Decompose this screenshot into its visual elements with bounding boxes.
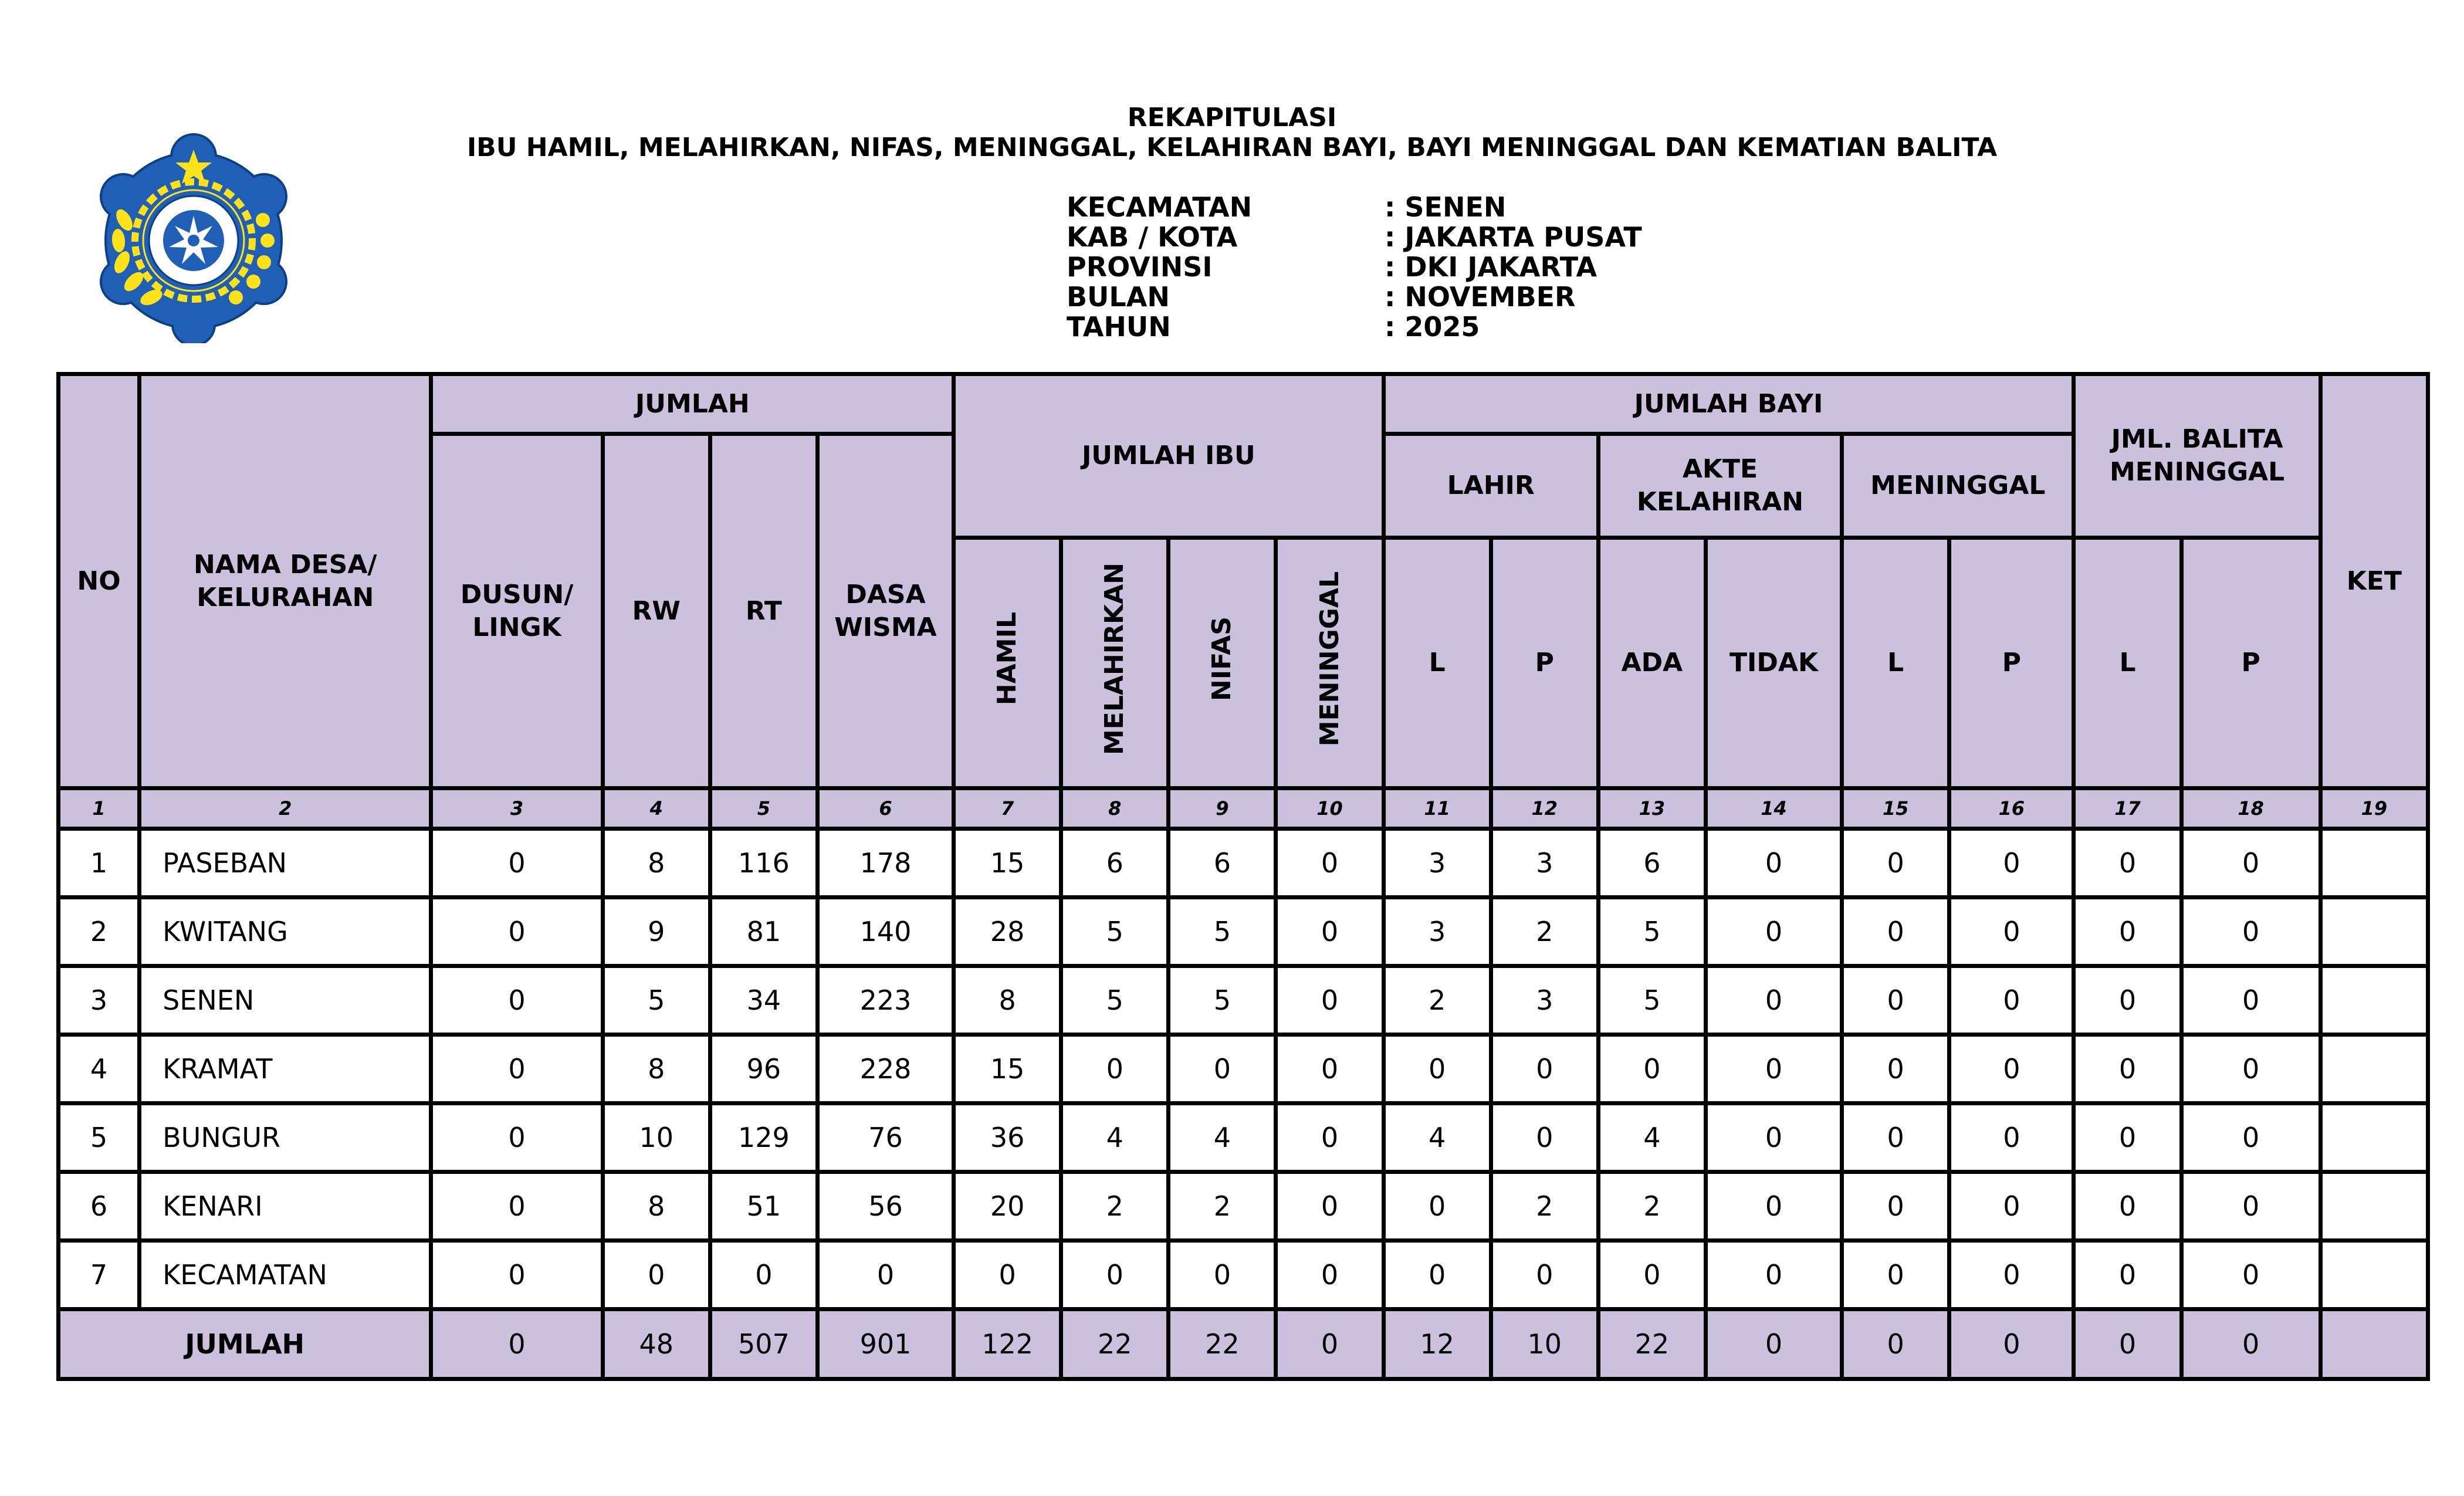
row-value-cell: 0 xyxy=(2074,1241,2181,1309)
row-value-cell: 0 xyxy=(1705,829,1842,898)
row-value-cell: 0 xyxy=(2181,1035,2320,1104)
column-number: 19 xyxy=(2320,788,2428,829)
row-value-cell: 0 xyxy=(1383,1035,1491,1104)
row-value-cell: 0 xyxy=(954,1241,1061,1309)
row-value-cell: 0 xyxy=(1705,898,1842,966)
row-value-cell: 36 xyxy=(954,1104,1061,1172)
total-value-cell: 0 xyxy=(1949,1309,2074,1379)
row-value-cell: 0 xyxy=(1491,1035,1598,1104)
row-value-cell: 0 xyxy=(1598,1241,1705,1309)
header-akte-kelahiran: AKTE KELAHIRAN xyxy=(1598,434,1842,538)
row-value-cell: 0 xyxy=(1276,829,1383,898)
row-value-cell: 2 xyxy=(1169,1172,1276,1241)
row-village-name: KWITANG xyxy=(140,898,431,966)
row-value-cell: 140 xyxy=(817,898,953,966)
row-number: 2 xyxy=(59,898,140,966)
row-value-cell: 0 xyxy=(2074,1104,2181,1172)
row-value-cell: 0 xyxy=(1949,898,2074,966)
meta-label-bulan: BULAN xyxy=(1067,281,1170,313)
header-lahir: LAHIR xyxy=(1383,434,1598,538)
row-value-cell: 0 xyxy=(1705,1241,1842,1309)
header-nifas-label: NIFAS xyxy=(1207,617,1237,701)
row-value-cell: 8 xyxy=(603,1172,710,1241)
total-value-cell: 22 xyxy=(1598,1309,1705,1379)
column-number: 11 xyxy=(1383,788,1491,829)
header-meninggal-bayi: MENINGGAL xyxy=(1842,434,2074,538)
row-number: 5 xyxy=(59,1104,140,1172)
total-value-cell: 0 xyxy=(1276,1309,1383,1379)
row-value-cell: 0 xyxy=(1949,1241,2074,1309)
total-value-cell: 22 xyxy=(1061,1309,1169,1379)
row-ket-cell xyxy=(2320,1104,2428,1172)
row-value-cell: 0 xyxy=(2181,898,2320,966)
row-value-cell: 2 xyxy=(1491,898,1598,966)
row-value-cell: 4 xyxy=(1383,1104,1491,1172)
header-melahirkan xyxy=(1061,538,1169,788)
table-row xyxy=(59,1172,2428,1241)
header-hamil-label: HAMIL xyxy=(992,612,1023,706)
column-number: 13 xyxy=(1598,788,1705,829)
column-number: 12 xyxy=(1491,788,1598,829)
row-value-cell: 0 xyxy=(431,1172,603,1241)
row-value-cell: 0 xyxy=(2074,829,2181,898)
row-value-cell: 9 xyxy=(603,898,710,966)
header-akte-tidak: TIDAK xyxy=(1705,538,1842,788)
column-number: 5 xyxy=(710,788,817,829)
row-value-cell: 0 xyxy=(2181,1241,2320,1309)
report-subtitle: IBU HAMIL, MELAHIRKAN, NIFAS, MENINGGAL, KELAHIRAN BAYI, BAYI MENINGGAL DAN KEMATIAN BALITA xyxy=(466,133,1998,163)
row-value-cell: 5 xyxy=(1061,898,1169,966)
row-value-cell: 0 xyxy=(1169,1035,1276,1104)
row-value-cell: 76 xyxy=(817,1104,953,1172)
row-value-cell: 223 xyxy=(817,966,953,1035)
header-nama-desa: NAMA DESA/ KELURAHAN xyxy=(140,374,431,788)
header-nifas xyxy=(1169,538,1276,788)
row-ket-cell xyxy=(2320,829,2428,898)
row-value-cell: 6 xyxy=(1169,829,1276,898)
row-value-cell: 0 xyxy=(1842,966,1949,1035)
meta-label-kecamatan: KECAMATAN xyxy=(1067,191,1253,223)
row-value-cell: 0 xyxy=(431,898,603,966)
header-akte-ada: ADA xyxy=(1598,538,1705,788)
meta-value-provinsi: : DKI JAKARTA xyxy=(1385,251,1597,283)
row-value-cell: 0 xyxy=(2074,1035,2181,1104)
row-value-cell: 28 xyxy=(954,898,1061,966)
total-value-cell: 12 xyxy=(1383,1309,1491,1379)
row-value-cell: 4 xyxy=(1169,1104,1276,1172)
column-number: 15 xyxy=(1842,788,1949,829)
row-value-cell: 0 xyxy=(1061,1241,1169,1309)
row-value-cell: 81 xyxy=(710,898,817,966)
table-row xyxy=(59,1035,2428,1104)
header-meninggal-p: P xyxy=(1949,538,2074,788)
row-value-cell: 6 xyxy=(1598,829,1705,898)
row-value-cell: 129 xyxy=(710,1104,817,1172)
row-value-cell: 8 xyxy=(603,1035,710,1104)
row-value-cell: 0 xyxy=(603,1241,710,1309)
table-row xyxy=(59,829,2428,898)
row-value-cell: 4 xyxy=(1061,1104,1169,1172)
row-value-cell: 0 xyxy=(1949,1104,2074,1172)
report-meta-values xyxy=(1385,192,1642,342)
row-value-cell: 56 xyxy=(817,1172,953,1241)
row-value-cell: 0 xyxy=(1598,1035,1705,1104)
row-ket-cell xyxy=(2320,1035,2428,1104)
row-ket-cell xyxy=(2320,898,2428,966)
meta-value-kecamatan: : SENEN xyxy=(1385,191,1507,223)
row-value-cell: 0 xyxy=(1491,1104,1598,1172)
row-value-cell: 8 xyxy=(603,829,710,898)
row-value-cell: 0 xyxy=(1949,966,2074,1035)
column-number: 10 xyxy=(1276,788,1383,829)
meta-value-tahun: : 2025 xyxy=(1385,311,1480,343)
table-row xyxy=(59,898,2428,966)
row-value-cell: 5 xyxy=(603,966,710,1035)
row-value-cell: 0 xyxy=(431,1241,603,1309)
row-value-cell: 0 xyxy=(2074,1172,2181,1241)
row-value-cell: 15 xyxy=(954,829,1061,898)
row-number: 7 xyxy=(59,1241,140,1309)
row-value-cell: 0 xyxy=(1842,898,1949,966)
row-village-name: KENARI xyxy=(140,1172,431,1241)
table-row xyxy=(59,1104,2428,1172)
total-label: JUMLAH xyxy=(59,1309,431,1379)
report-title: REKAPITULASI xyxy=(1127,103,1337,133)
row-value-cell: 3 xyxy=(1491,966,1598,1035)
row-ket-cell xyxy=(2320,1241,2428,1309)
column-number: 6 xyxy=(817,788,953,829)
row-value-cell: 0 xyxy=(1276,1241,1383,1309)
row-value-cell: 0 xyxy=(2181,1172,2320,1241)
total-value-cell: 22 xyxy=(1169,1309,1276,1379)
row-value-cell: 0 xyxy=(1276,1172,1383,1241)
row-ket-cell xyxy=(2320,966,2428,1035)
meta-label-provinsi: PROVINSI xyxy=(1067,251,1213,283)
row-value-cell: 178 xyxy=(817,829,953,898)
header-meninggal-l: L xyxy=(1842,538,1949,788)
row-value-cell: 0 xyxy=(2181,966,2320,1035)
total-value-cell: 0 xyxy=(431,1309,603,1379)
row-number: 1 xyxy=(59,829,140,898)
row-village-name: PASEBAN xyxy=(140,829,431,898)
row-value-cell: 5 xyxy=(1598,966,1705,1035)
row-value-cell: 228 xyxy=(817,1035,953,1104)
header-lahir-l: L xyxy=(1383,538,1491,788)
row-value-cell: 6 xyxy=(1061,829,1169,898)
row-number: 4 xyxy=(59,1035,140,1104)
row-value-cell: 0 xyxy=(1276,1104,1383,1172)
row-value-cell: 0 xyxy=(2074,898,2181,966)
row-value-cell: 10 xyxy=(603,1104,710,1172)
row-value-cell: 0 xyxy=(1705,1172,1842,1241)
row-value-cell: 0 xyxy=(1842,1035,1949,1104)
row-value-cell: 0 xyxy=(1061,1035,1169,1104)
row-value-cell: 0 xyxy=(1842,829,1949,898)
row-value-cell: 0 xyxy=(1491,1241,1598,1309)
row-value-cell: 0 xyxy=(1949,1035,2074,1104)
row-value-cell: 51 xyxy=(710,1172,817,1241)
row-value-cell: 116 xyxy=(710,829,817,898)
row-number: 6 xyxy=(59,1172,140,1241)
total-value-cell: 48 xyxy=(603,1309,710,1379)
row-value-cell: 0 xyxy=(1705,966,1842,1035)
row-value-cell: 34 xyxy=(710,966,817,1035)
header-rt: RT xyxy=(710,434,817,788)
row-number: 3 xyxy=(59,966,140,1035)
row-value-cell: 0 xyxy=(1842,1104,1949,1172)
header-jumlah-ibu: JUMLAH IBU xyxy=(954,374,1384,538)
row-value-cell: 0 xyxy=(431,829,603,898)
row-village-name: SENEN xyxy=(140,966,431,1035)
row-village-name: KECAMATAN xyxy=(140,1241,431,1309)
row-village-name: KRAMAT xyxy=(140,1035,431,1104)
row-value-cell: 0 xyxy=(1705,1035,1842,1104)
total-ket-cell xyxy=(2320,1309,2428,1379)
column-number: 16 xyxy=(1949,788,2074,829)
row-value-cell: 0 xyxy=(1276,1035,1383,1104)
row-value-cell: 0 xyxy=(2181,829,2320,898)
meta-label-tahun: TAHUN xyxy=(1067,311,1171,343)
header-jumlah-bayi: JUMLAH BAYI xyxy=(1383,374,2074,434)
row-value-cell: 5 xyxy=(1061,966,1169,1035)
header-dusun: DUSUN/ LINGK xyxy=(431,434,603,788)
row-value-cell: 0 xyxy=(1383,1172,1491,1241)
row-value-cell: 4 xyxy=(1598,1104,1705,1172)
header-balita-meninggal: JML. BALITA MENINGGAL xyxy=(2074,374,2320,538)
column-number: 3 xyxy=(431,788,603,829)
column-number: 8 xyxy=(1061,788,1169,829)
report-meta-labels xyxy=(1067,192,1252,342)
header-rw: RW xyxy=(603,434,710,788)
row-value-cell: 0 xyxy=(1949,829,2074,898)
row-value-cell: 3 xyxy=(1383,898,1491,966)
row-value-cell: 0 xyxy=(431,1035,603,1104)
row-value-cell: 96 xyxy=(710,1035,817,1104)
meta-value-kota: : JAKARTA PUSAT xyxy=(1385,221,1642,253)
header-balita-p: P xyxy=(2181,538,2320,788)
row-value-cell: 0 xyxy=(710,1241,817,1309)
row-ket-cell xyxy=(2320,1172,2428,1241)
row-value-cell: 0 xyxy=(1842,1172,1949,1241)
row-value-cell: 0 xyxy=(1949,1172,2074,1241)
meta-label-kota: KAB / KOTA xyxy=(1067,221,1238,253)
row-value-cell: 15 xyxy=(954,1035,1061,1104)
column-number: 14 xyxy=(1705,788,1842,829)
total-value-cell: 0 xyxy=(2074,1309,2181,1379)
header-melahirkan-label: MELAHIRKAN xyxy=(1099,563,1130,755)
row-value-cell: 0 xyxy=(431,966,603,1035)
row-value-cell: 0 xyxy=(1276,898,1383,966)
row-value-cell: 0 xyxy=(1383,1241,1491,1309)
total-value-cell: 10 xyxy=(1491,1309,1598,1379)
row-value-cell: 0 xyxy=(2181,1104,2320,1172)
total-value-cell: 0 xyxy=(1842,1309,1949,1379)
row-value-cell: 2 xyxy=(1383,966,1491,1035)
pkk-logo-icon xyxy=(88,132,299,343)
row-value-cell: 5 xyxy=(1598,898,1705,966)
column-number: 9 xyxy=(1169,788,1276,829)
total-value-cell: 507 xyxy=(710,1309,817,1379)
header-ket: KET xyxy=(2320,374,2428,788)
row-value-cell: 5 xyxy=(1169,898,1276,966)
row-value-cell: 20 xyxy=(954,1172,1061,1241)
row-value-cell: 2 xyxy=(1598,1172,1705,1241)
header-meninggal-ibu xyxy=(1276,538,1383,788)
row-value-cell: 3 xyxy=(1383,829,1491,898)
header-no: NO xyxy=(59,374,140,788)
total-value-cell: 0 xyxy=(2181,1309,2320,1379)
total-row xyxy=(59,1309,2428,1379)
table-row xyxy=(59,1241,2428,1309)
header-meninggal-ibu-label: MENINGGAL xyxy=(1314,571,1345,747)
total-value-cell: 901 xyxy=(817,1309,953,1379)
row-value-cell: 0 xyxy=(1842,1241,1949,1309)
total-value-cell: 122 xyxy=(954,1309,1061,1379)
header-hamil xyxy=(954,538,1061,788)
column-number-row xyxy=(59,788,2428,829)
header-lahir-p: P xyxy=(1491,538,1598,788)
header-dasa-wisma: DASA WISMA xyxy=(817,434,953,788)
column-number: 4 xyxy=(603,788,710,829)
row-value-cell: 0 xyxy=(431,1104,603,1172)
row-value-cell: 8 xyxy=(954,966,1061,1035)
column-number: 7 xyxy=(954,788,1061,829)
column-number: 18 xyxy=(2181,788,2320,829)
table-row xyxy=(59,966,2428,1035)
row-value-cell: 0 xyxy=(1276,966,1383,1035)
column-number: 17 xyxy=(2074,788,2181,829)
row-value-cell: 2 xyxy=(1061,1172,1169,1241)
recap-table xyxy=(56,372,2430,1381)
column-number: 1 xyxy=(59,788,140,829)
row-value-cell: 0 xyxy=(1169,1241,1276,1309)
row-value-cell: 0 xyxy=(2074,966,2181,1035)
meta-value-bulan: : NOVEMBER xyxy=(1385,281,1576,313)
header-jumlah: JUMLAH xyxy=(431,374,954,434)
row-value-cell: 0 xyxy=(1705,1104,1842,1172)
total-value-cell: 0 xyxy=(1705,1309,1842,1379)
row-value-cell: 3 xyxy=(1491,829,1598,898)
header-balita-l: L xyxy=(2074,538,2181,788)
column-number: 2 xyxy=(140,788,431,829)
row-value-cell: 5 xyxy=(1169,966,1276,1035)
row-value-cell: 2 xyxy=(1491,1172,1598,1241)
row-value-cell: 0 xyxy=(817,1241,953,1309)
row-village-name: BUNGUR xyxy=(140,1104,431,1172)
